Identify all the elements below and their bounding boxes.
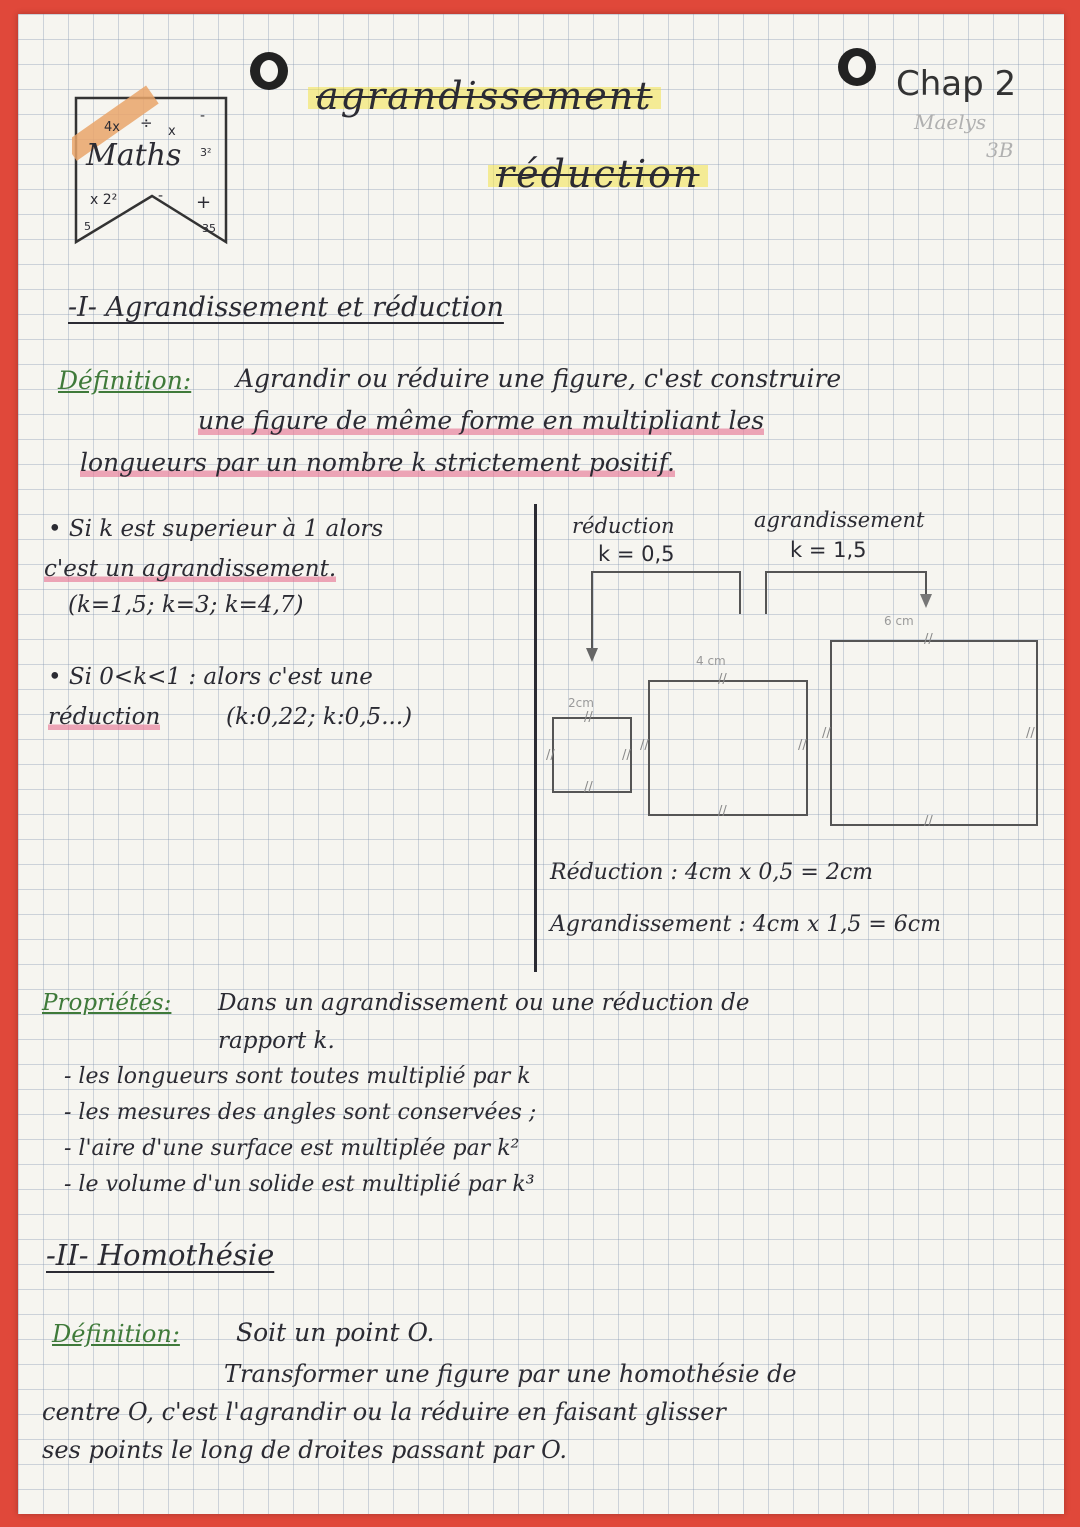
badge-scribble: 35 [202, 222, 216, 235]
title-line-1: agrandissement [308, 74, 661, 118]
medium-square-label: 4 cm [696, 654, 726, 668]
property-item: - le volume d'un solide est multiplié par k³ [64, 1172, 535, 1197]
equal-length-mark: // [640, 738, 649, 753]
binder-ring-left [250, 52, 288, 90]
badge-scribble: x [168, 124, 176, 139]
maths-badge [72, 84, 232, 254]
badge-scribble: x 2² [90, 192, 118, 208]
definition-label: Définition: [52, 1320, 180, 1348]
definition-text: ses points le long de droites passant par O. [42, 1436, 568, 1464]
equal-length-mark: // [1026, 726, 1035, 741]
definition-text: Soit un point O. [236, 1318, 435, 1347]
equal-length-mark: // [718, 804, 727, 819]
medium-square [648, 680, 808, 816]
equal-length-mark: // [622, 748, 631, 763]
equal-length-mark: // [822, 726, 831, 741]
case-text: • Si k est superieur à 1 alors [48, 516, 384, 542]
case-text: c'est un agrandissement. [44, 556, 337, 582]
property-item: - les mesures des angles sont conservées ; [64, 1100, 537, 1125]
property-item: - les longueurs sont toutes multiplié par k [64, 1064, 531, 1089]
definition-text: Transformer une figure par une homothésie de [224, 1360, 797, 1388]
definition-text: longueurs par un nombre k strictement positif. [80, 448, 675, 477]
property-item: - l'aire d'une surface est multiplée par k² [64, 1136, 520, 1161]
badge-scribble: - [200, 108, 206, 124]
equal-length-mark: // [718, 672, 727, 687]
reduction-heading: réduction [572, 514, 675, 538]
notebook-page [18, 14, 1064, 1514]
enlargement-heading: agrandissement [754, 508, 925, 532]
badge-scribble: 5 [84, 220, 91, 233]
badge-scribble: + [196, 192, 212, 213]
equal-length-mark: // [924, 814, 933, 829]
chapter-label: Chap 2 [896, 64, 1017, 104]
large-square [830, 640, 1038, 826]
badge-scribble: 3² [200, 146, 212, 159]
definition-text: centre O, c'est l'agrandir ou la réduire en faisant glisser [42, 1398, 726, 1426]
enlargement-ratio: k = 1,5 [790, 538, 867, 562]
enlargement-calculation: Agrandissement : 4cm x 1,5 = 6cm [550, 912, 941, 937]
case-examples: (k:0,22; k:0,5...) [226, 704, 413, 730]
properties-intro: rapport k. [218, 1028, 335, 1054]
definition-label: Définition: [58, 366, 192, 395]
small-square-label: 2cm [568, 696, 594, 710]
properties-label: Propriétés: [42, 990, 172, 1016]
student-name: Maelys [914, 110, 987, 134]
binder-ring-right [838, 48, 876, 86]
column-divider [534, 504, 537, 972]
badge-scribble: 4x [104, 120, 120, 135]
badge-scribble: ÷ [140, 114, 153, 132]
large-square-label: 6 cm [884, 614, 914, 628]
reduction-ratio: k = 0,5 [598, 542, 675, 566]
case-keyword: réduction [48, 704, 161, 730]
properties-intro: Dans un agrandissement ou une réduction de [218, 990, 750, 1016]
title-line-2: réduction [488, 152, 708, 196]
equal-length-mark: // [924, 632, 933, 647]
equal-length-mark: // [798, 738, 807, 753]
definition-text: une figure de même forme en multipliant les [198, 406, 765, 435]
equal-length-mark: // [584, 710, 593, 725]
badge-scribble: - [158, 188, 164, 204]
badge-title: Maths [86, 138, 182, 173]
class-label: 3B [986, 138, 1014, 162]
case-examples: (k=1,5; k=3; k=4,7) [68, 592, 304, 618]
section-2-title: -II- Homothésie [46, 1238, 275, 1272]
section-1-title: -I- Agrandissement et réduction [68, 292, 504, 323]
equal-length-mark: // [546, 748, 555, 763]
equal-length-mark: // [584, 780, 593, 795]
definition-text: Agrandir ou réduire une figure, c'est construire [236, 364, 842, 393]
reduction-calculation: Réduction : 4cm x 0,5 = 2cm [550, 860, 874, 885]
case-text: • Si 0<k<1 : alors c'est une [48, 664, 373, 690]
